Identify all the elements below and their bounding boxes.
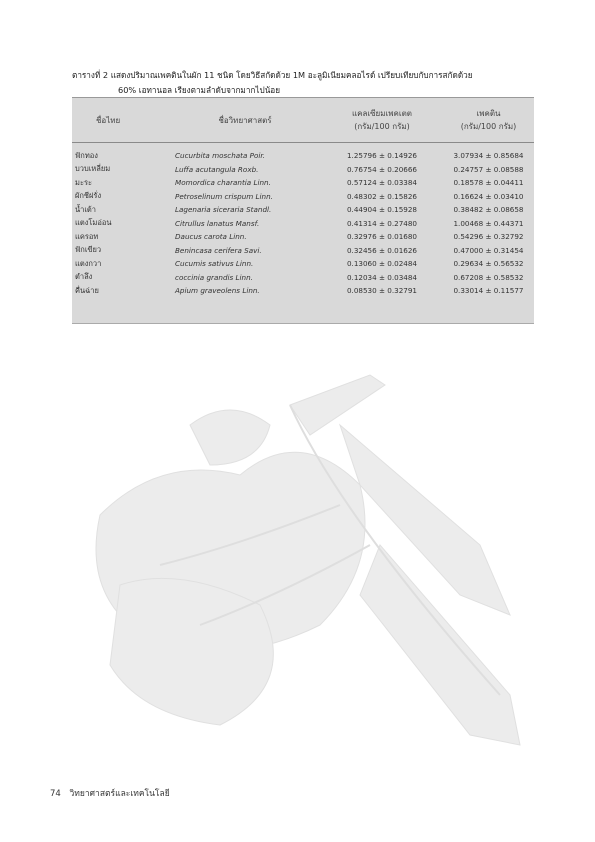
cell-thai-name: แตงโมอ่อน	[75, 218, 112, 228]
cell-calcium-pectate: 0.41314 ± 0.27480	[346, 218, 418, 228]
cell-thai-name: บวบเหลี่ยม	[75, 164, 111, 174]
cell-pectin: 0.16624 ± 0.03410	[453, 191, 524, 201]
cell-scientific-name: Luffa acutangula Roxb.	[175, 164, 259, 174]
cell-pectin: 0.24757 ± 0.08588	[453, 164, 524, 174]
table-row	[72, 217, 534, 231]
table-row	[72, 230, 534, 244]
table-caption	[72, 68, 542, 98]
cell-thai-name: แตงกวา	[75, 258, 102, 268]
journal-name: วิทยาศาสตร์และเทคโนโลยี	[69, 789, 170, 799]
header-pectin-unit: (กรัม/100 กรัม)	[460, 122, 517, 131]
cell-scientific-name: Benincasa cerifera Savi.	[175, 245, 262, 255]
cell-scientific-name: Cucurbita moschata Poir.	[175, 151, 265, 161]
table-row	[72, 244, 534, 258]
pectin-table	[72, 97, 534, 324]
cell-calcium-pectate: 0.12034 ± 0.03484	[346, 272, 418, 282]
cell-scientific-name: Momordica charantia Linn.	[175, 178, 271, 188]
cell-calcium-pectate: 0.57124 ± 0.03384	[346, 178, 418, 188]
table-row	[72, 176, 534, 190]
cell-thai-name: มะระ	[75, 177, 93, 187]
cell-scientific-name: Daucus carota Linn.	[175, 232, 247, 242]
table-row	[72, 190, 534, 204]
cell-thai-name: ตำลึง	[75, 272, 93, 282]
cell-pectin: 1.00468 ± 0.44371	[453, 218, 524, 228]
cell-thai-name: ฟักเขียว	[75, 245, 102, 255]
cell-thai-name: คื่นฉ่าย	[75, 285, 99, 295]
header-thai-name: ชื่อไทย	[72, 98, 169, 143]
table-row	[72, 163, 534, 177]
cell-pectin: 0.33014 ± 0.11577	[453, 286, 524, 296]
cell-pectin: 3.07934 ± 0.85684	[453, 151, 524, 161]
header-pectin-title: เพคติน	[476, 109, 501, 118]
header-calcium-pectate	[321, 98, 443, 143]
cell-scientific-name: Cucumis sativus Linn.	[175, 259, 254, 269]
table-row	[72, 143, 534, 163]
cell-calcium-pectate: 0.44904 ± 0.15928	[346, 205, 418, 215]
cell-scientific-name: Citrullus lanatus Mansf.	[175, 218, 260, 228]
header-pectin	[443, 98, 534, 143]
cell-calcium-pectate: 0.48302 ± 0.15826	[346, 191, 418, 201]
cell-pectin: 0.29634 ± 0.56532	[453, 259, 524, 269]
caption-line-2: 60% เอทานอล เรียงตามลำดับจากมากไปน้อย	[118, 85, 281, 95]
cell-calcium-pectate: 0.08530 ± 0.32791	[346, 286, 418, 296]
cell-calcium-pectate: 0.32976 ± 0.01680	[346, 232, 418, 242]
cell-thai-name: ผักชีฝรั่ง	[75, 191, 102, 201]
cell-pectin: 0.47000 ± 0.31454	[453, 245, 524, 255]
cell-scientific-name: Petroselinum crispum Linn.	[175, 191, 273, 201]
cell-calcium-pectate: 1.25796 ± 0.14926	[346, 151, 418, 161]
cell-pectin: 0.18578 ± 0.04411	[453, 178, 524, 188]
table-header-row	[72, 98, 534, 143]
cell-pectin: 0.54296 ± 0.32792	[453, 232, 524, 242]
header-scientific-name: ชื่อวิทยาศาสตร์	[169, 98, 321, 143]
cell-thai-name: แครอท	[75, 231, 99, 241]
cell-thai-name: ฟักทอง	[75, 150, 98, 160]
cell-calcium-pectate: 0.13060 ± 0.02484	[346, 259, 418, 269]
page-number: 74	[50, 789, 61, 799]
page-footer	[50, 786, 170, 800]
table-row	[72, 284, 534, 298]
cell-pectin: 0.67208 ± 0.58532	[453, 272, 524, 282]
cell-scientific-name: coccinia grandis Linn.	[175, 272, 253, 282]
header-calcium-pectate-unit: (กรัม/100 กรัม)	[354, 122, 410, 131]
table-row	[72, 271, 534, 285]
caption-line-1: ตารางที่ 2 แสดงปริมาณเพคตินในผัก 11 ชนิด โดยวิธีสกัดด้วย 1M อะลูมิเนียมคลอไรด์ เปรียบเทียบกับการสกัดด้วย	[72, 70, 473, 80]
cell-pectin: 0.38482 ± 0.08658	[453, 205, 524, 215]
cell-calcium-pectate: 0.32456 ± 0.01626	[346, 245, 418, 255]
cell-scientific-name: Lagenaria siceraria Standl.	[175, 205, 272, 215]
vegetable-watermark-image	[40, 365, 560, 755]
header-calcium-pectate-title: แคลเซียมเพคเตต	[351, 109, 413, 118]
cell-calcium-pectate: 0.76754 ± 0.20666	[346, 164, 418, 174]
cell-scientific-name: Apium graveolens Linn.	[175, 286, 260, 296]
table-row	[72, 203, 534, 217]
table-row	[72, 257, 534, 271]
cell-thai-name: น้ำเต้า	[75, 204, 96, 214]
